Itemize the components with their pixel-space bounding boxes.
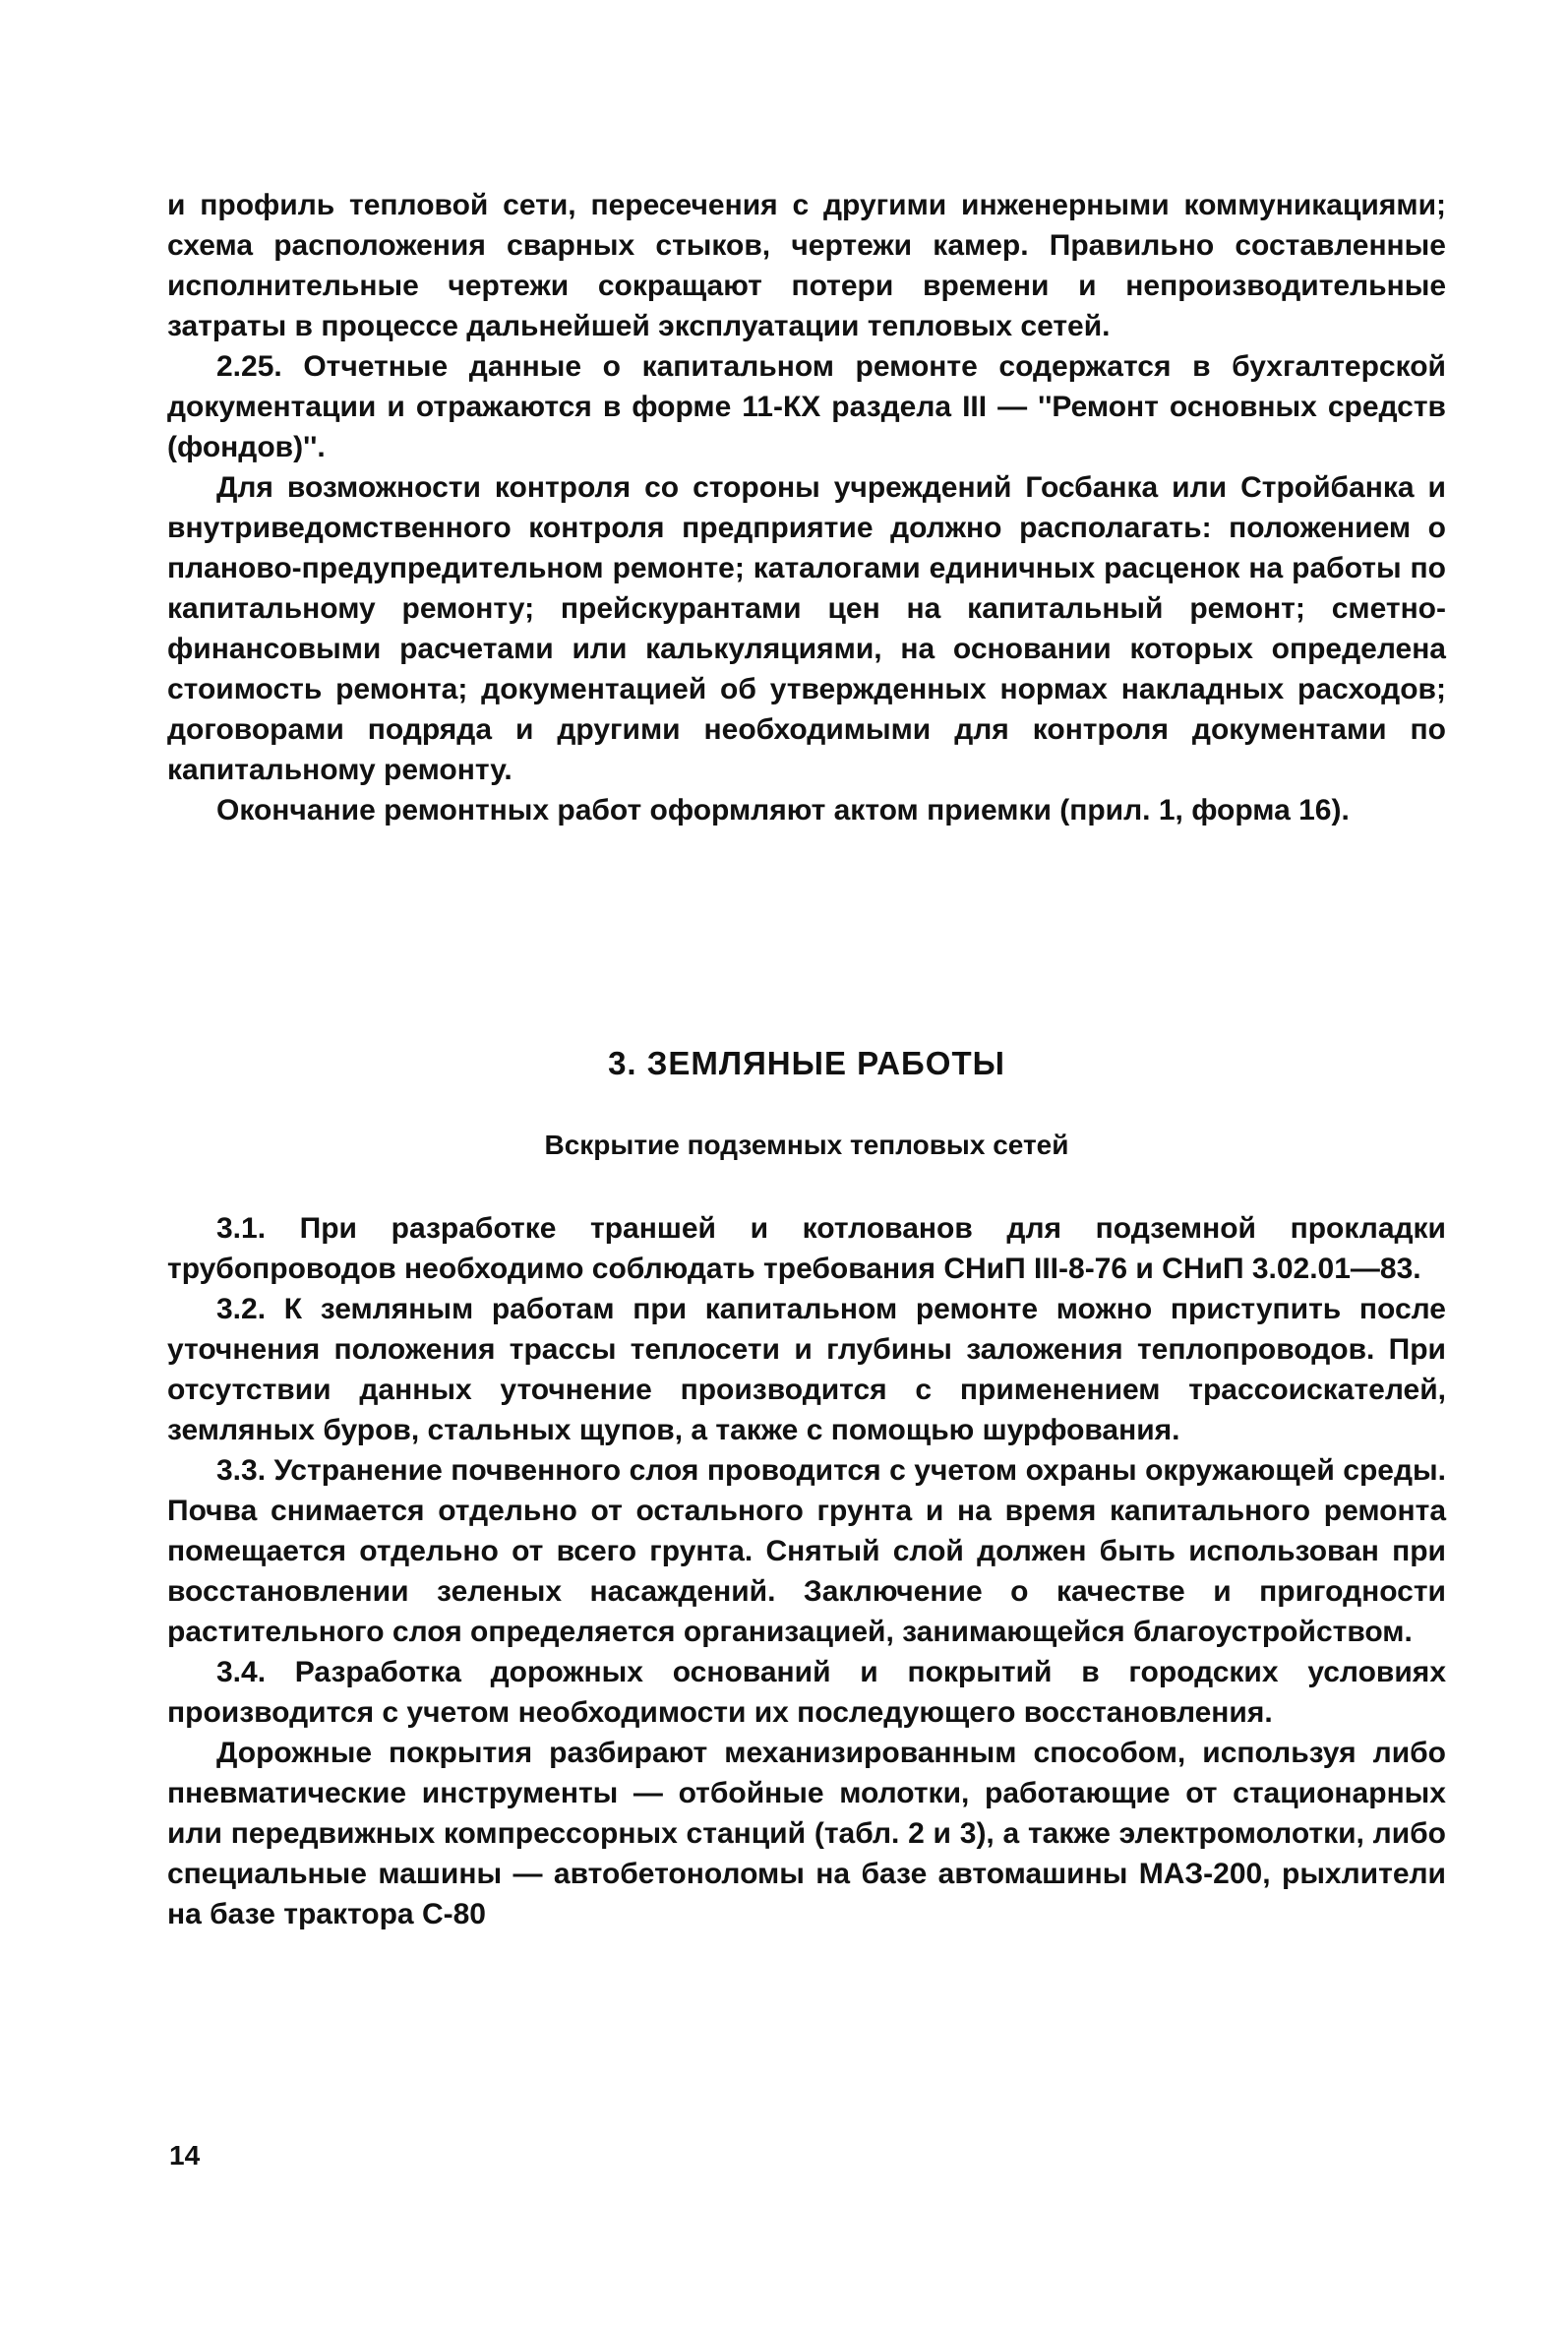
paragraph-intro: и профиль тепловой сети, пересечения с другими инженерными коммуникациями; схема расположения сварных стыков, чертежи камер. Правильно составленные исполнительные чертежи сокращают потери времени и непроизводительные затраты в процессе дальнейшей эксплуатации тепловых сетей.	[167, 189, 1446, 342]
page-number: 14	[169, 2140, 201, 2171]
bottom-text-block	[167, 1208, 1446, 1934]
paragraph-end: Окончание ремонтных работ оформляют актом приемки (прил. 1, форма 16).	[216, 794, 1350, 826]
paragraph-3-1: 3.1. При разработке траншей и котлованов для подземной прокладки трубопроводов необходимо соблюдать требования СНиП III-8-76 и СНиП 3.02.01—83.	[167, 1212, 1446, 1285]
paragraph-2-25: 2.25. Отчетные данные о капитальном ремонте содержатся в бухгалтерской документации и отражаются в форме 11-КХ раздела III — ''Ремонт основных средств (фондов)''.	[167, 350, 1446, 463]
subsection-title: Вскрытие подземных тепловых сетей	[544, 1130, 1069, 1160]
paragraph-3-4: 3.4. Разработка дорожных оснований и покрытий в городских условиях производится с учетом необходимости их последующего восстановления.	[167, 1656, 1446, 1729]
top-text-block	[167, 185, 1446, 830]
section-title: 3. ЗЕМЛЯНЫЕ РАБОТЫ	[608, 1045, 1005, 1081]
paragraph-3-3: 3.3. Устранение почвенного слоя проводится с учетом охраны окружающей среды. Почва снимается отдельно от остального грунта и на время капитального ремонта помещается отдельно от всего грунта. Снятый слой должен быть использован при восстановлении зеленых насаждений. Заключение о качестве и пригодности растительного слоя определяется организацией, занимающейся благоустройством.	[167, 1454, 1446, 1648]
paragraph-control: Для возможности контроля со стороны учреждений Госбанка или Стройбанка и внутриведомственного контроля предприятие должно располагать: положением о планово-предупредительном ремонте; каталогами единичных расценок на работы по капитальному ремонту; прейскурантами цен на капитальный ремонт; сметно-финансовыми расчетами или калькуляциями, на основании которых определена стоимость ремонта; документацией об утвержденных нормах накладных расходов; договорами подряда и другими необходимыми для контроля документами по капитальному ремонту.	[167, 471, 1446, 786]
paragraph-3-2: 3.2. К земляным работам при капитальном ремонте можно приступить после уточнения положения трассы теплосети и глубины заложения теплопроводов. При отсутствии данных уточнение производится с применением трассоискателей, земляных буров, стальных щупов, а также с помощью шурфования.	[167, 1293, 1446, 1446]
paragraph-road: Дорожные покрытия разбирают механизированным способом, используя либо пневматические инструменты — отбойные молотки, работающие от стационарных или передвижных компрессорных станций (табл. 2 и 3), а также электромолотки, либо специальные машины — автобетоноломы на базе автомашины МАЗ-200, рыхлители на базе трактора С-80	[167, 1737, 1446, 1930]
